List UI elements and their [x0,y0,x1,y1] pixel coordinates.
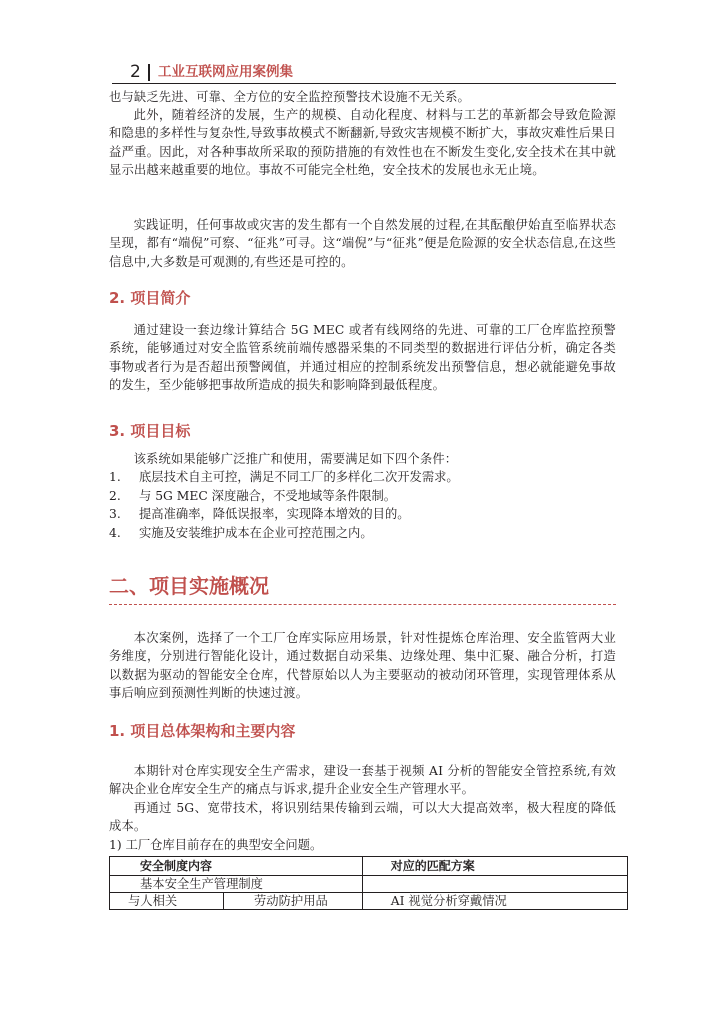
list-item: 3. 提高准确率，降低误报率，实现降本增效的目的。 [109,507,410,521]
section-heading-architecture: 1. 项目总体架构和主要内容 [109,722,296,740]
book-title: 工业互联网应用案例集 [158,64,293,80]
page-number: 2 [130,62,141,82]
paragraph: 本次案例，选择了一个工厂仓库实际应用场景，针对性提炼仓库治理、安全监管两大业务维度，分别进行智能化设计，通过数据自动采集、边缘处理、集中汇聚、融合分析，打造以数据为驱动的智能安全仓库，代替原始以人为主要驱动的被动闭环管理，实现管理体系从事后响应到预测性判断的快速过渡。 [109,631,616,701]
header-rule [112,83,616,84]
table-cell [362,876,627,893]
list-item: 1. 底层技术自主可控，满足不同工厂的多样化二次开发需求。 [109,470,459,484]
section-heading-intro: 2. 项目简介 [109,289,191,307]
paragraph: 该系统如果能够广泛推广和使用，需要满足如下四个条件： [133,452,458,466]
paragraph: 实践证明，任何事故或灾害的发生都有一个自然发展的过程,在其酝酿伊始直至临界状态呈现，都有“端倪”可察、“征兆”可寻。这“端倪”与“征兆”便是危险源的安全状态信息,在这些信息中,大多数是可观测的,有些还是可控的。 [109,218,616,269]
table-cell-solution: AI 视觉分析穿戴情况 [362,893,627,910]
table-cell-category: 与人相关 [110,893,224,909]
table-header: 对应的匹配方案 [362,857,627,876]
section-heading-goal: 3. 项目目标 [109,422,191,440]
paragraph: 此外，随着经济的发展，生产的规模、自动化程度、材料与工艺的革新都会导致危险源和隐患的多样性与复杂性,导致事故模式不断翻新,导致灾害规模不断扩大，事故灾难性后果日益严重。因此，对各种事故所采取的预防措施的有效性也在不断发生变化,安全技术在其中就显示出越来越重要的地位。事故不可能完全杜绝，安全技术的发展也永无止境。 [109,108,616,178]
paragraph: 本期针对仓库实现安全生产需求，建设一套基于视频 AI 分析的智能安全管控系统,有效解决企业仓库安全生产的痛点与诉求,提升企业安全生产管理水平。 [109,764,616,797]
table-cell-item: 劳动防护用品 [254,894,328,908]
table-header: 安全制度内容 [110,857,363,876]
paragraph: 通过建设一套边缘计算结合 5G MEC 或者有线网络的先进、可靠的工厂仓库监控预警系统，能够通过对安全监管系统前端传感器采集的不同类型的数据进行评估分析，确定各类事物或者行为是否超出预警阈值，并通过相应的控制系统发出预警信息，想必就能避免事故的发生，至少能够把事故所造成的损失和影响降到最低程度。 [109,323,616,393]
table-cell [110,893,363,910]
table-header-row [110,857,628,876]
list-item: 2. 与 5G MEC 深度融合，不受地域等条件限制。 [109,489,397,503]
table-row [110,893,628,910]
page-header [112,62,616,84]
list-item: 1) 工厂仓库目前存在的典型安全问题。 [109,838,323,852]
header-divider [148,64,150,81]
paragraph: 也与缺乏先进、可靠、全方位的安全监控预警技术设施不无关系。 [109,90,470,104]
chapter-rule [109,604,616,605]
list-item: 4. 实施及安装维护成本在企业可控范围之内。 [109,526,373,540]
paragraph: 再通过 5G、宽带技术，将识别结果传输到云端，可以大大提高效率，极大程度的降低成本。 [109,801,616,834]
chapter-heading: 二、项目实施概况 [109,574,269,598]
table-cell: 基本安全生产管理制度 [110,876,363,893]
safety-table [109,856,628,910]
table-row [110,876,628,893]
